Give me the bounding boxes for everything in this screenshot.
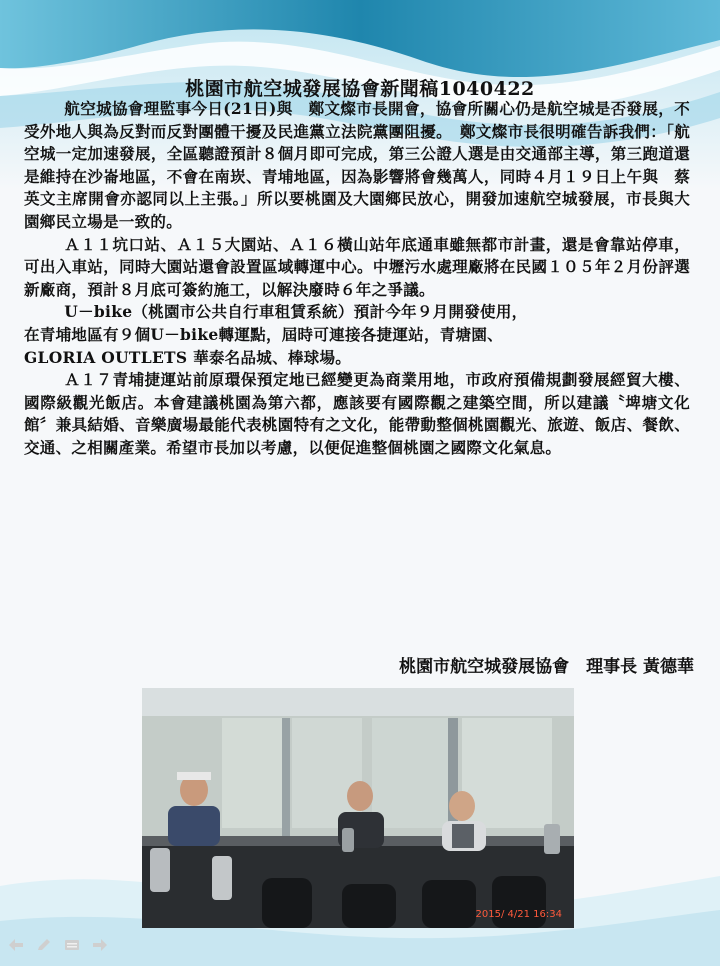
- paragraph-4: Ａ１７青埔捷運站前原環保預定地已經變更為商業用地，市政府預備規劃發展經貿大樓、國際級觀光飯店。本會建議桃園為第六都，應該要有國際觀之建築空間，所以建議〝埤塘文化館〞兼具結婚、音樂廣場最能代表桃園特有之文化，能帶動整個桃園觀光、旅遊、飯店、餐飲、交通、之相關產業。希望市長加以考慮，以便促進整個桃園之國際文化氣息。: [24, 370, 690, 457]
- meeting-photo: [142, 688, 574, 928]
- paragraph-2: Ａ１１坑口站、Ａ１５大園站、Ａ１６橫山站年底通車雖無都市計畫，還是會靠站停車，可出入車站，同時大園站還會設置區域轉運中心。中壢污水處理廠將在民國１０５年２月份評選新廠商，預計８月底可簽約施工，以解決廢時６年之爭議。: [24, 234, 690, 299]
- paragraph-1: 航空城協會理監事今日(21日)與 鄭文燦市長開會，協會所關心仍是航空城是否發展，不受外地人與為反對而反對團體干擾及民進黨立法院黨團阻擾。 鄭文燦市長很明確告訴我們：「航空城一定加速發展，全區聽證預計８個月即可完成，第三公證人選是由交通部主導，第三跑道還是維持在沙崙地區，不會在南崁、青埔地區，因為影響將會幾萬人，同時４月１９日上午與 蔡英文主席開會亦認同以上主張。」所以要桃園及大園鄉民放心，開發加速航空城發展，市長與大園鄉民立場是一致的。: [24, 99, 690, 231]
- photo-timestamp: 2015/ 4/21 16:34: [475, 909, 562, 920]
- meeting-photo-illustration: [142, 688, 574, 928]
- document-body: [24, 98, 690, 460]
- paragraph-3: U－bike（桃園市公共自行車租賃系統）預計今年９月開發使用， 在青埔地區有９個U－bike轉運點，屆時可連接各捷運站，青塘園、 GLORIA OUTLETS 華泰名品城、棒球場。: [24, 302, 528, 367]
- signature: 桃園市航空城發展協會 理事長 黃德華: [399, 657, 694, 677]
- menu-icon[interactable]: [62, 936, 82, 954]
- pen-icon[interactable]: [34, 936, 54, 954]
- document-title: 桃園市航空城發展協會新聞稿1040422: [185, 78, 535, 100]
- arrow-right-icon[interactable]: [90, 936, 110, 954]
- slide-toolbar: [6, 934, 110, 956]
- arrow-left-icon[interactable]: [6, 936, 26, 954]
